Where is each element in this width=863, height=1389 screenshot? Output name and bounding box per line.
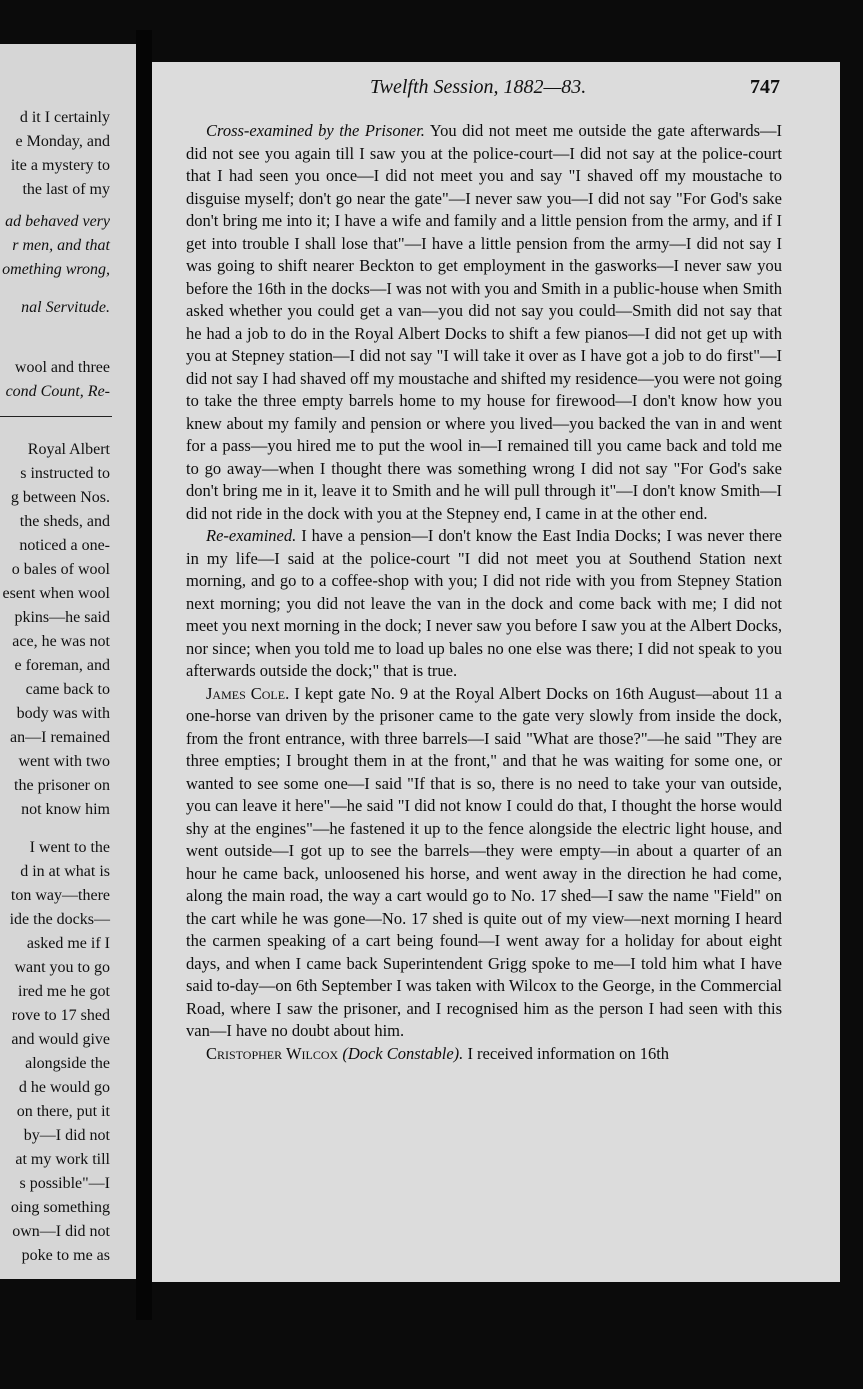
left-page-line: cond Count, Re- [5,383,110,400]
paragraph-james-cole [186,683,782,1043]
witness-name: Cristopher Wilcox [206,1043,339,1063]
left-page-line: wool and three [14,359,110,376]
paragraph-lead: Re-examined. [206,526,297,545]
left-page-line: o bales of wool [11,561,110,578]
left-page-line: poke to me as [21,1247,110,1264]
left-page-line: esent when wool [2,585,110,602]
left-page-line: omething wrong, [2,261,110,278]
left-page-line: on there, put it [16,1103,110,1120]
page-number: 747 [750,76,780,98]
left-page-line: ad behaved very [5,213,110,230]
left-page-line: ired me he got [18,983,110,1000]
left-page-line: the sheds, and [19,513,110,530]
left-page-line: ide the docks— [9,911,110,928]
page-header [152,76,840,106]
left-page-line: went with two [18,753,110,770]
left-page-line: ton way—there [10,887,110,904]
paragraph-wilcox [186,1043,782,1066]
witness-role: (Dock Constable). [342,1043,464,1063]
left-page-line: s possible"—I [19,1175,110,1192]
left-page-line: the last of my [22,181,110,198]
left-page [0,44,136,1279]
left-page-line: noticed a one- [19,537,110,554]
left-page-line: e foreman, and [14,657,110,674]
left-page-line: want you to go [14,959,110,976]
running-head: Twelfth Session, 1882—83. [370,76,587,98]
left-page-line: s instructed to [20,465,110,482]
left-page-line: ite a mystery to [10,157,110,174]
left-page-line: e Monday, and [15,133,110,150]
left-page-line: came back to [25,681,110,698]
left-page-line: d in at what is [20,863,110,880]
paragraph-cross-examination [186,120,782,525]
body-text [186,120,782,1065]
left-page-line: by—I did not [23,1127,110,1144]
left-page-line: d it I certainly [19,109,110,126]
left-page-line: ace, he was not [12,633,110,650]
book-spine [136,30,152,1320]
paragraph-text: I received information on 16th [463,1043,670,1063]
left-page-line: at my work till [15,1151,110,1168]
left-page-line: rove to 17 shed [11,1007,110,1024]
left-page-line: g between Nos. [10,489,110,506]
left-page-line: oing something [10,1199,110,1216]
left-page-line: alongside the [25,1055,110,1072]
left-page-line: the prisoner on [14,777,110,794]
left-page-line: nal Servitude. [21,299,110,316]
paragraph-text: I have a pension—I don't know the East India Docks; I was never there in my life—I said at the police-court "I did not meet you at Southend Station next morning, and go to a coffee-shop with you; I did not ride with you from Stepney Station next morning; you did not leave the van in the dock and come back with me; I did not meet you next morning in the dock; I never saw you before I saw you at the Albert Docks, nor since; when you told me to load up bales no one else was there; I did not speak to you afterwards outside the dock;" that is true. [186,526,782,680]
left-page-line: an—I remained [10,729,110,746]
section-rule [0,416,112,417]
left-page-line: Royal Albert [27,441,110,458]
paragraph-re-examination [186,525,782,683]
left-page-line: not know him [21,801,110,818]
left-page-line: body was with [16,705,110,722]
paragraph-text: I kept gate No. 9 at the Royal Albert Docks on 16th August—about 11 a one-horse van driven by the prisoner came to the gate very slowly from inside the dock, from the front entrance, with three barrels—I said "What are those?"—he said "They are three empties; I brought them in at the front," and that he was waiting for some one, or wanted to see some one—I said "If that is so, there is no need to take your van outside, you can leave it here"—he said "I did not know I could do that, I thought the horse would shy at the engines"—he fastened it up to the fence alongside the electric light house, and went outside—I got up to see the barrels—they were empty—in about a quarter of an hour he came back, unloosened his horse, and went away in the direction he had come, along the main road, the way a cart would go to No. 17 shed—I saw the name "Field" on the cart while he was gone—No. 17 shed is quite out of my view—next morning I heard the carmen speaking of a cart being found—I went away for a holiday for about eight days, and when I came back Superintendent Grigg spoke to me—I told him what I have said to-day—on 6th September I was taken with Wilcox to the George, in the Commercial Road, where I saw the prisoner, and I recognised him as the person I had seen with this van—I have no doubt about him. [186,683,782,1040]
left-page-line: r men, and that [12,237,110,254]
left-page-line: own—I did not [12,1223,110,1240]
paragraph-text: You did not meet me outside the gate afterwards—I did not see you again till I saw you at the police-court—I did not say at the police-court that I had seen you once—I did not meet you and say "I shaved off my moustache to disguise myself; don't go near the gate"—I never saw you—I did not say "For God's sake don't bring me into it; I have a wife and family and a little pension from the army, and if I get into trouble I shall lose that"—I have a little pension from the army—I did not say I was going to shift nearer Beckton to get employment in the gasworks—I never saw you before the 16th in the docks—I was not with you and Smith in a public-house when Smith asked whether you could get a van—you did not say you could—Smith did not say that he had a job to do in the Royal Albert Docks to shift a few pianos—I did not get up with you at Stepney station—I did not say "I will take it over as I have got a job to do first"—I did not say I had shaved off my moustache and shifted my residence—you were not going to take the three empty barrels home to my house for firewood—I don't know how you knew about my family and pension or where you lived—you backed the van in and went for a pass—you hired me to put the wool in—I remained till you came back and told me to go away—when I thought there was something wrong I did not say "For God's sake don't bring me in it, leave it to Smith and he will pull through it"—I don't know Smith—I did not ride in the dock with you at the Stepney end, I came in at the other end. [186,121,782,523]
witness-name: James Cole. [206,683,290,703]
left-page-line: asked me if I [26,935,110,952]
right-page [152,62,840,1282]
paragraph-lead: Cross-examined by the Prisoner. [206,121,425,140]
left-page-line: and would give [11,1031,110,1048]
left-page-line: pkins—he said [14,609,110,626]
left-page-line: d he would go [18,1079,110,1096]
left-page-line: I went to the [29,839,110,856]
